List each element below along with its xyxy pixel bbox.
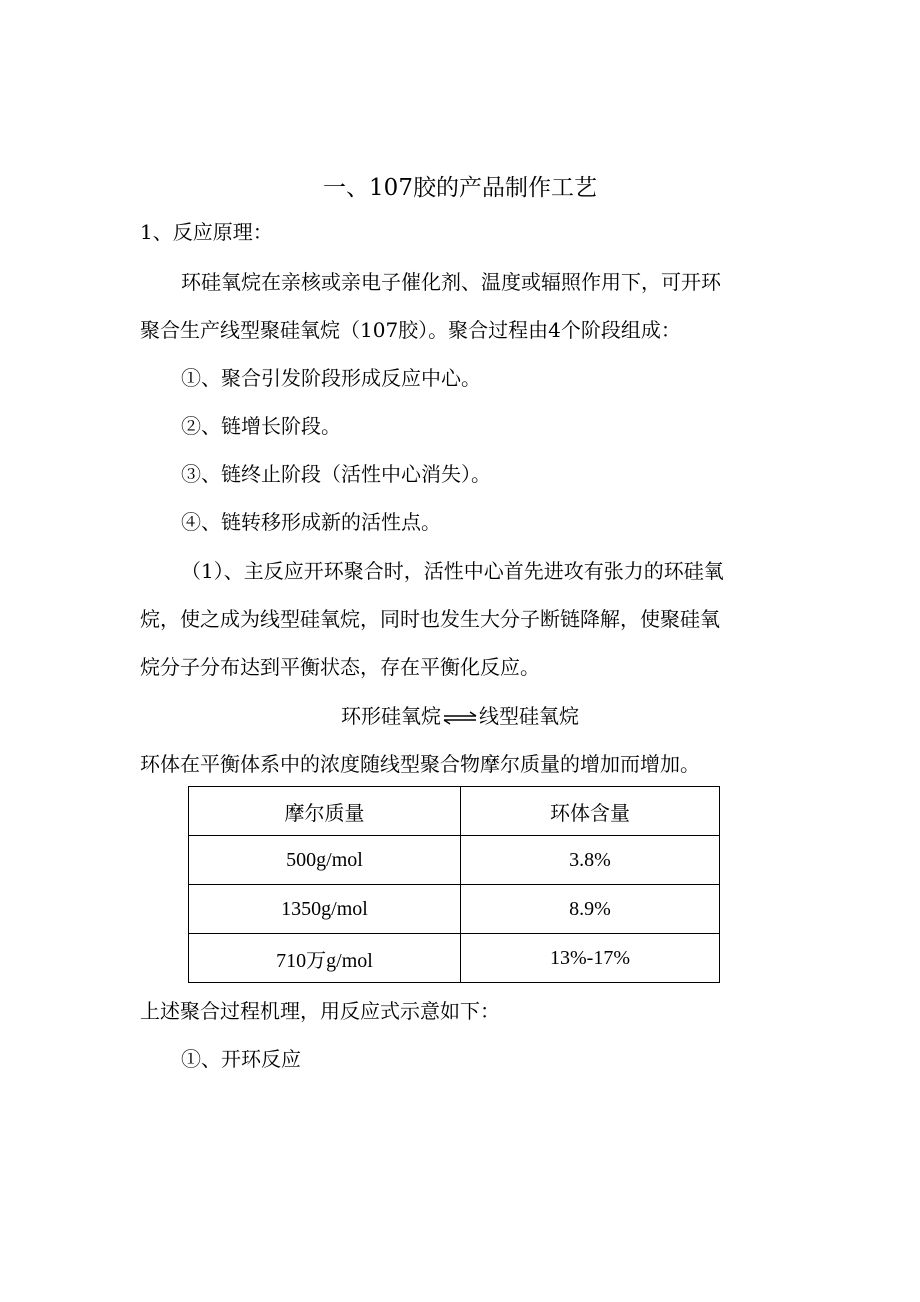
table-row <box>189 885 720 934</box>
table-cell: 500g/mol <box>189 836 461 885</box>
table-cell: 1350g/mol <box>189 885 461 934</box>
equilibrium-arrow-icon <box>442 711 478 725</box>
table-cell: 3.8% <box>461 836 720 885</box>
page-title: 一、107胶的产品制作工艺 <box>323 175 597 201</box>
sub-item: ①、开环反应 <box>181 1047 301 1071</box>
section-heading: 1、反应原理： <box>140 220 273 244</box>
paragraph-line: （1）、主反应开环聚合时，活性中心首先进攻有张力的环硅氧 <box>181 559 724 583</box>
table-header-cell: 摩尔质量 <box>189 787 461 836</box>
paragraph-line: 烷分子分布达到平衡状态，存在平衡化反应。 <box>140 655 540 679</box>
table-header-cell: 环体含量 <box>461 787 720 836</box>
stage-item: ①、聚合引发阶段形成反应中心。 <box>181 366 481 390</box>
paragraph-line: 烷，使之成为线型硅氧烷，同时也发生大分子断链降解，使聚硅氧 <box>140 607 720 631</box>
stage-item: ④、链转移形成新的活性点。 <box>181 510 441 534</box>
table-cell: 13%-17% <box>461 934 720 983</box>
equation-right: 线型硅氧烷 <box>479 704 579 728</box>
paragraph-line: 环体在平衡体系中的浓度随线型聚合物摩尔质量的增加而增加。 <box>140 752 700 776</box>
paragraph-line: 上述聚合过程机理，用反应式示意如下： <box>140 999 500 1023</box>
table-row <box>189 836 720 885</box>
table-row <box>189 934 720 983</box>
equilibrium-equation <box>140 702 780 730</box>
paragraph-line: 环硅氧烷在亲核或亲电子催化剂、温度或辐照作用下，可开环 <box>181 270 721 294</box>
molar-mass-table <box>188 786 720 983</box>
table-cell: 8.9% <box>461 885 720 934</box>
equation-left: 环形硅氧烷 <box>341 704 441 728</box>
stage-item: ③、链终止阶段（活性中心消失）。 <box>181 462 491 486</box>
table-cell: 710万g/mol <box>189 934 461 983</box>
stage-item: ②、链增长阶段。 <box>181 414 341 438</box>
paragraph-line: 聚合生产线型聚硅氧烷（107胶）。聚合过程由4个阶段组成： <box>140 318 681 342</box>
table-header-row <box>189 787 720 836</box>
